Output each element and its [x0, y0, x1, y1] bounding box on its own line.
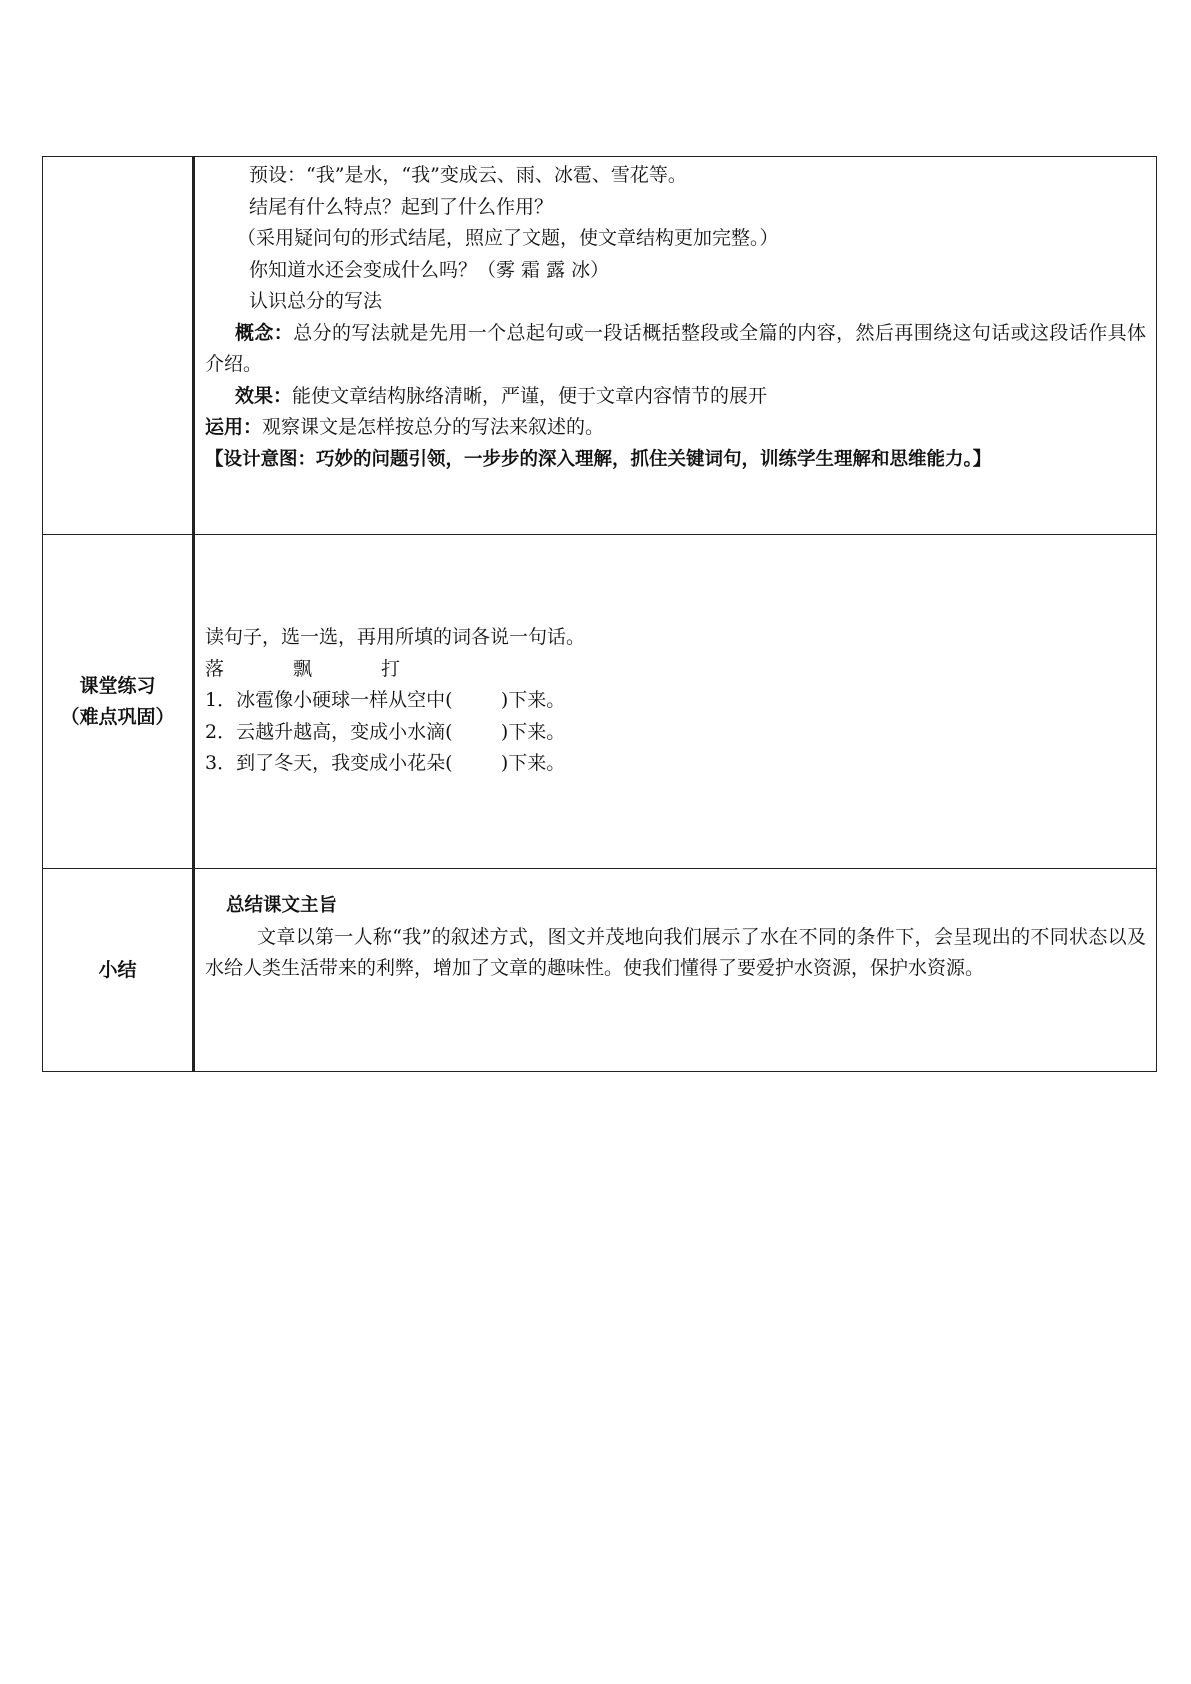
table-row-summary	[43, 869, 1157, 1072]
practice-instruction: 读句子，选一选，再用所填的词各说一句话。	[205, 626, 586, 648]
concept-label: 概念：	[235, 321, 294, 344]
summary-title: 总结课文主旨	[226, 895, 338, 916]
effect-label: 效果：	[235, 384, 293, 407]
preset-line: 预设：“我”是水，“我”变成云、雨、冰雹、雪花等。	[249, 164, 687, 186]
structure-heading: 认识总分的写法	[249, 290, 383, 312]
apply-label: 运用：	[205, 416, 263, 438]
practice-label-cell	[43, 535, 194, 869]
row-label-empty	[43, 157, 194, 535]
effect-paragraph	[205, 381, 1146, 413]
design-intent: 【设计意图：巧妙的问题引领，一步步的深入理解，抓住关键词句，训练学生理解和思维能力。】	[205, 448, 992, 470]
practice-sublabel: （难点巩固）	[60, 705, 175, 728]
ending-answer: （采用疑问句的形式结尾，照应了文题，使文章结构更加完整。）	[237, 227, 779, 249]
concept-paragraph	[205, 318, 1146, 381]
water-change-question: 你知道水还会变成什么吗？（雾 霜 露 冰）	[249, 258, 610, 281]
summary-content-cell	[194, 869, 1157, 1072]
summary-label-cell	[43, 869, 194, 1072]
summary-label: 小结	[98, 958, 137, 981]
practice-item: 1．冰雹像小硬球一样从空中( )下来。	[205, 689, 566, 711]
effect-text: 能使文章结构脉络清晰，严谨，便于文章内容情节的展开	[292, 384, 768, 407]
practice-content-cell	[194, 535, 1157, 869]
practice-label: 课堂练习	[79, 674, 156, 697]
lesson-plan-table	[42, 156, 1157, 1072]
word-choices	[205, 654, 1146, 686]
apply-paragraph	[205, 412, 1146, 444]
practice-item: 3．到了冬天，我变成小花朵( )下来。	[205, 752, 566, 774]
word-choice: 落	[205, 657, 225, 680]
table-row-practice	[43, 535, 1157, 869]
practice-item: 2．云越升越高，变成小水滴( )下来。	[205, 720, 566, 743]
ending-question: 结尾有什么特点？起到了什么作用？	[249, 195, 554, 218]
word-choice: 打	[381, 657, 401, 680]
table-row-discussion	[43, 157, 1157, 535]
concept-text: 总分的写法就是先用一个总起句或一段话概括整段或全篇的内容，然后再围绕这句话或这段话作具体介绍。	[205, 321, 1146, 375]
apply-text: 观察课文是怎样按总分的写法来叙述的。	[262, 416, 605, 438]
summary-text: 文章以第一人称“我”的叙述方式，图文并茂地向我们展示了水在不同的条件下，会呈现出的不同状态以及水给人类生活带来的利弊，增加了文章的趣味性。使我们懂得了要爱护水资源，保护水资源。	[205, 925, 1146, 979]
word-choice: 飘	[293, 657, 313, 680]
discussion-content-cell	[194, 157, 1157, 535]
